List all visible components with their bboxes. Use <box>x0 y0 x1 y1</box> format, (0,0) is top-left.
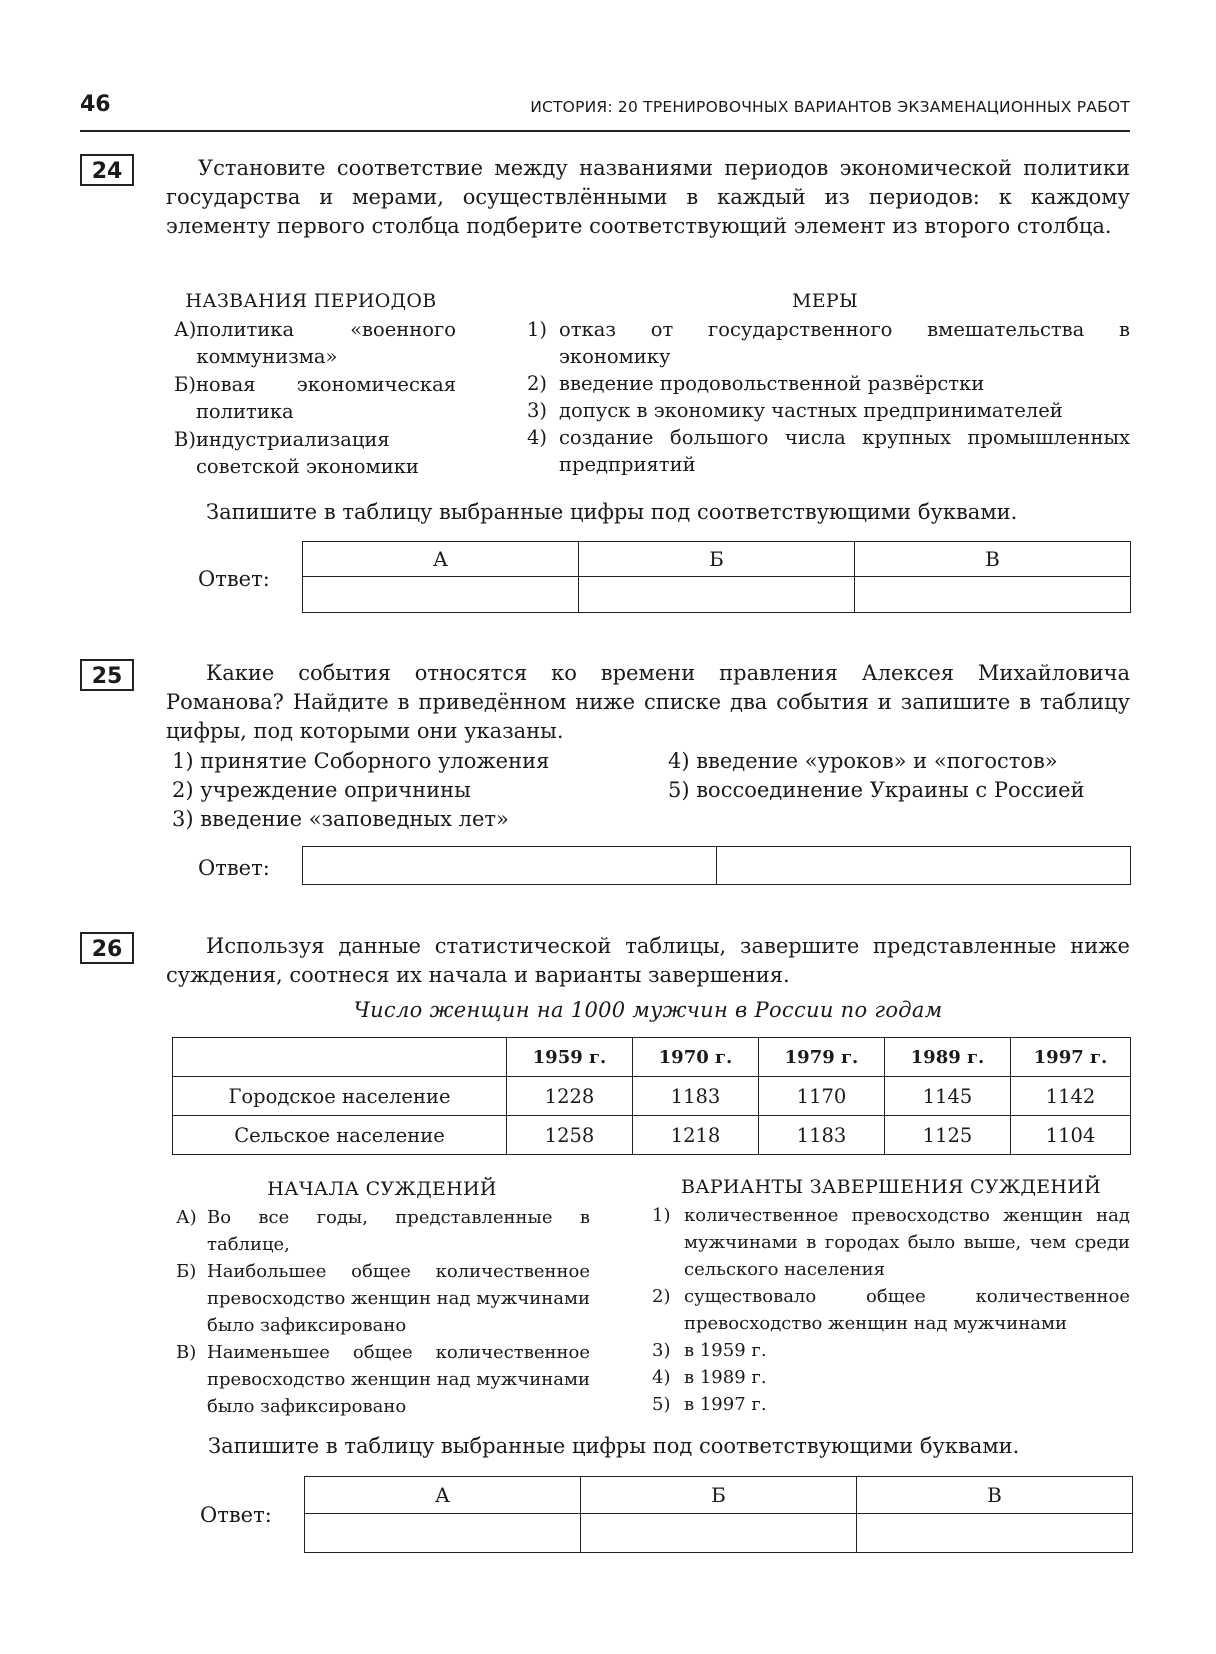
table-cell: 1145 <box>885 1077 1011 1116</box>
answer-cell-v[interactable] <box>857 1514 1133 1553</box>
q25-option: 1) принятие Соборного уложения <box>172 749 550 773</box>
item-label: 4) <box>527 426 548 449</box>
answer-cell-b[interactable] <box>579 577 855 613</box>
question-26-prompt: Используя данные статистической таблицы, завершите представленные ниже суждения, соотнеся их начала и варианты завершения. <box>166 934 1130 987</box>
list-item <box>527 397 1130 424</box>
answer-column-b: Б <box>581 1477 857 1514</box>
item-text: новая экономическая политика <box>195 373 456 423</box>
list-item <box>527 316 1130 370</box>
q24-answer-label: Ответ: <box>198 567 270 591</box>
item-text: количественное превосходство женщин над мужчинами в городах было выше, чем среди сельского населения <box>684 1205 1130 1280</box>
list-item <box>527 370 1130 397</box>
q24-left-list <box>174 316 456 480</box>
list-item <box>652 1391 1130 1418</box>
table-cell: 1258 <box>507 1116 633 1155</box>
answer-cell-2[interactable] <box>717 847 1131 885</box>
item-label: А) <box>176 1207 197 1228</box>
question-25-prompt: Какие события относятся ко времени правления Алексея Михайловича Романова? Найдите в приведённом ниже списке два события и запишите в таблицу цифры, под которыми они указаны. <box>166 661 1130 743</box>
item-text: создание большого числа крупных промышленных предприятий <box>559 426 1130 476</box>
q25-answer-table <box>302 846 1131 885</box>
table-corner-cell <box>173 1038 507 1077</box>
item-text: в 1997 г. <box>684 1394 767 1415</box>
q26-answer-table <box>304 1476 1133 1553</box>
statistics-table-caption: Число женщин на 1000 мужчин в России по годам <box>353 998 943 1022</box>
q26-left-list <box>176 1204 590 1420</box>
list-item <box>652 1337 1130 1364</box>
list-item <box>174 426 456 480</box>
table-cell: 1183 <box>633 1077 759 1116</box>
q25-option: 5) воссоединение Украины с Россией <box>668 778 1085 802</box>
item-label: Б) <box>174 373 196 396</box>
row-name: Городское население <box>173 1077 507 1116</box>
q25-answer-label: Ответ: <box>198 856 270 880</box>
table-cell: 1183 <box>759 1116 885 1155</box>
list-item <box>176 1204 590 1258</box>
table-cell: 1104 <box>1011 1116 1131 1155</box>
answer-cell-a[interactable] <box>305 1514 581 1553</box>
list-item <box>652 1202 1130 1283</box>
answer-column-a: А <box>303 542 579 577</box>
q26-left-heading: НАЧАЛА СУЖДЕНИЙ <box>267 1178 497 1200</box>
list-item <box>652 1283 1130 1337</box>
item-label: 1) <box>527 318 548 341</box>
item-label: 2) <box>652 1286 671 1307</box>
item-text: в 1959 г. <box>684 1340 767 1361</box>
q25-option: 4) введение «уроков» и «погостов» <box>668 749 1058 773</box>
q24-answer-table <box>302 541 1131 613</box>
table-row <box>173 1077 1131 1116</box>
row-name: Сельское население <box>173 1116 507 1155</box>
item-text: Во все годы, представленные в таблице, <box>207 1207 590 1255</box>
question-26-number: 26 <box>80 932 134 964</box>
item-label: 5) <box>652 1394 671 1415</box>
header-rule <box>80 130 1130 132</box>
year-header: 1989 г. <box>885 1038 1011 1077</box>
item-label: 3) <box>652 1340 671 1361</box>
q24-instruction: Запишите в таблицу выбранные цифры под соответствующими буквами. <box>206 500 1018 524</box>
answer-cell-b[interactable] <box>581 1514 857 1553</box>
list-item <box>174 371 456 425</box>
question-24-prompt: Установите соответствие между названиями периодов экономической политики государства и мерами, осуществлёнными в каждый из периодов: к каждому элементу первого столбца подберите соответствующий элемент из второго столбца. <box>166 156 1130 238</box>
item-label: 2) <box>527 372 548 395</box>
answer-column-v: В <box>857 1477 1133 1514</box>
table-cell: 1228 <box>507 1077 633 1116</box>
item-text: отказ от государственного вмешательства в экономику <box>559 318 1130 368</box>
question-25-number: 25 <box>80 659 134 691</box>
list-item <box>176 1258 590 1339</box>
list-item <box>652 1364 1130 1391</box>
item-text: Наибольшее общее количественное превосходство женщин над мужчинами было зафиксировано <box>207 1261 590 1336</box>
q26-right-heading: ВАРИАНТЫ ЗАВЕРШЕНИЯ СУЖДЕНИЙ <box>680 1176 1102 1198</box>
item-label: 1) <box>652 1205 671 1226</box>
q24-right-list <box>527 316 1130 478</box>
item-label: Б) <box>176 1261 197 1282</box>
q26-right-list <box>652 1202 1130 1418</box>
list-item <box>527 424 1130 478</box>
year-header: 1959 г. <box>507 1038 633 1077</box>
table-cell: 1125 <box>885 1116 1011 1155</box>
statistics-table <box>172 1037 1131 1155</box>
item-label: В) <box>174 428 196 451</box>
item-label: В) <box>176 1342 197 1363</box>
item-text: допуск в экономику частных предпринимателей <box>559 399 1063 422</box>
item-text: политика «военного коммунизма» <box>196 318 456 368</box>
table-cell: 1142 <box>1011 1077 1131 1116</box>
answer-column-v: В <box>855 542 1131 577</box>
running-title: ИСТОРИЯ: 20 ТРЕНИРОВОЧНЫХ ВАРИАНТОВ ЭКЗАМЕНАЦИОННЫХ РАБОТ <box>530 98 1130 116</box>
answer-cell-a[interactable] <box>303 577 579 613</box>
item-text: в 1989 г. <box>684 1367 767 1388</box>
item-label: 4) <box>652 1367 671 1388</box>
table-cell: 1170 <box>759 1077 885 1116</box>
question-24-number: 24 <box>80 154 134 186</box>
table-header-row <box>173 1038 1131 1077</box>
item-text: Наименьшее общее количественное превосходство женщин над мужчинами было зафиксировано <box>207 1342 590 1417</box>
q24-right-heading: МЕРЫ <box>791 290 858 312</box>
item-label: 3) <box>527 399 548 422</box>
item-label: А) <box>174 318 197 341</box>
table-cell: 1218 <box>633 1116 759 1155</box>
page-number: 46 <box>80 92 111 117</box>
list-item <box>176 1339 590 1420</box>
answer-column-b: Б <box>579 542 855 577</box>
list-item <box>174 316 456 370</box>
q26-instruction: Запишите в таблицу выбранные цифры под соответствующими буквами. <box>208 1434 1020 1458</box>
year-header: 1997 г. <box>1011 1038 1131 1077</box>
answer-column-a: А <box>305 1477 581 1514</box>
item-text: существовало общее количественное превосходство женщин над мужчинами <box>684 1286 1130 1334</box>
table-row <box>173 1116 1131 1155</box>
q25-option: 3) введение «заповедных лет» <box>172 807 509 831</box>
answer-cell-v[interactable] <box>855 577 1131 613</box>
q25-option: 2) учреждение опричнины <box>172 778 471 802</box>
item-text: индустриализация советской экономики <box>195 428 419 478</box>
year-header: 1979 г. <box>759 1038 885 1077</box>
q26-answer-label: Ответ: <box>200 1503 272 1527</box>
q24-left-heading: НАЗВАНИЯ ПЕРИОДОВ <box>185 290 437 312</box>
item-text: введение продовольственной развёрстки <box>559 372 985 395</box>
answer-cell-1[interactable] <box>303 847 717 885</box>
year-header: 1970 г. <box>633 1038 759 1077</box>
